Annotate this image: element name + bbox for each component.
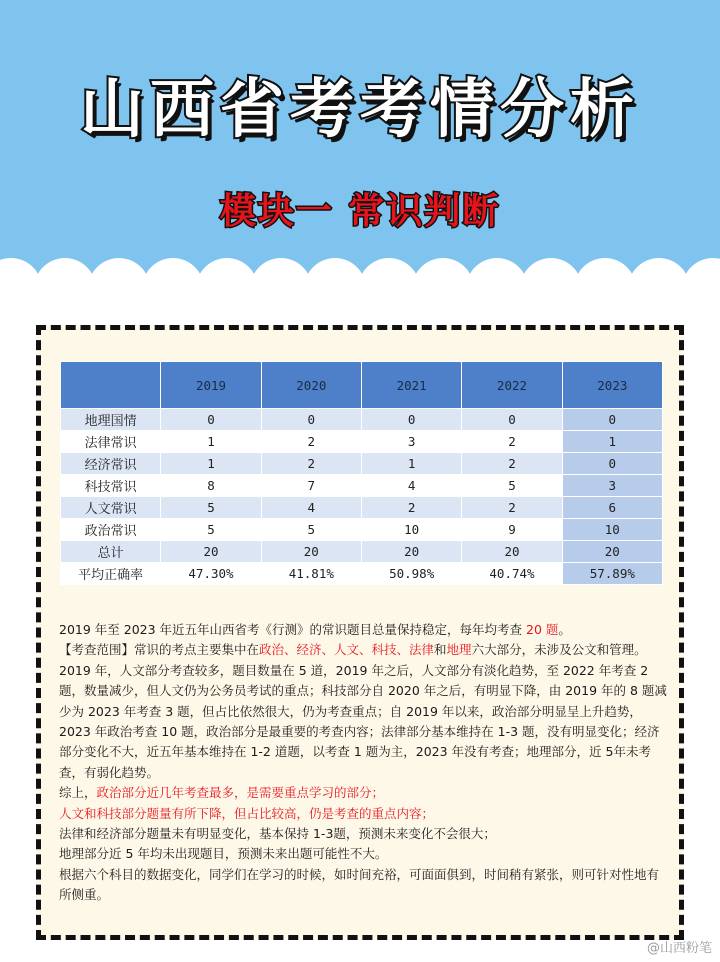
row-label: 政治常识 [61,519,161,541]
table-cell: 2 [462,453,562,475]
exam-stats-table [60,361,663,585]
row-label: 总计 [61,541,161,563]
table-cell: 0 [462,409,562,431]
summary-paragraph: 2019 年至 2023 年近五年山西省考《行测》的常识题目总量保持稳定，每年均考查 20 题。 [59,622,571,637]
cloud-bump [628,258,690,290]
table-cell: 10 [562,519,662,541]
table-cell: 8 [161,475,261,497]
table-cell: 20 [562,541,662,563]
cloud-bump [682,258,720,290]
row-label: 科技常识 [61,475,161,497]
table-cell: 0 [161,409,261,431]
table-cell: 6 [562,497,662,519]
year-header: 2021 [361,362,461,409]
cloud-bump [466,258,528,290]
content-card [36,325,684,940]
table-cell: 41.81% [261,563,361,585]
table-row [61,409,663,431]
cloud-bump [412,258,474,290]
table-cell: 4 [361,475,461,497]
table-cell: 0 [562,453,662,475]
table-cell: 0 [261,409,361,431]
header-empty-cell [61,362,161,409]
table-row [61,453,663,475]
table-cell: 1 [161,431,261,453]
row-label: 法律常识 [61,431,161,453]
table-cell: 3 [562,475,662,497]
conclusion-humanities: 人文和科技部分题量有所下降，但占比较高，仍是考查的重点内容； [59,805,435,821]
conclusion-geography: 地理部分近 5 年均未出现题目，预测未来出题可能性不大。 [59,846,388,862]
table-cell: 2 [361,497,461,519]
cloud-bump [574,258,636,290]
table-row [61,431,663,453]
row-label: 人文常识 [61,497,161,519]
table-cell: 57.89% [562,563,662,585]
header-banner [0,0,720,290]
cloud-bump [358,258,420,290]
year-header: 2022 [462,362,562,409]
table-cell: 1 [361,453,461,475]
table-cell: 20 [361,541,461,563]
table-cell: 9 [462,519,562,541]
table-cell: 4 [261,497,361,519]
year-header: 2020 [261,362,361,409]
page-subtitle: 模块一 常识判断 [219,191,501,232]
table-row [61,519,663,541]
cloud-bump [88,258,150,290]
table-cell: 50.98% [361,563,461,585]
table-cell: 20 [261,541,361,563]
conclusion-law-economy: 法律和经济部分题量未有明显变化，基本保持 1-3题，预测未来变化不会很大； [59,826,496,842]
table-cell: 2 [462,497,562,519]
table-cell: 0 [562,409,662,431]
row-label: 经济常识 [61,453,161,475]
table-cell: 0 [361,409,461,431]
row-label: 地理国情 [61,409,161,431]
table-cell: 7 [261,475,361,497]
table-cell: 5 [161,519,261,541]
table-cell: 47.30% [161,563,261,585]
table-cell: 5 [462,475,562,497]
page-title: 山西省考考情分析 [80,73,640,147]
table-row [61,497,663,519]
table-cell: 5 [261,519,361,541]
table-cell: 2 [462,431,562,453]
cloud-bump [142,258,204,290]
study-advice: 根据六个科目的数据变化，同学们在学习的时候，如时间充裕，可面面俱到，时间稍有紧张，则可针对性地有所侧重。 [59,866,660,903]
cloud-bump [250,258,312,290]
table-cell: 20 [161,541,261,563]
cloud-bump [304,258,366,290]
conclusion-politics: 综上，政治部分近几年考查最多，是需要重点学习的部分； [59,785,385,801]
row-label: 平均正确率 [61,563,161,585]
cloud-bump [196,258,258,290]
table-cell: 20 [462,541,562,563]
table-cell: 3 [361,431,461,453]
table-row [61,563,663,585]
watermark: @山西粉笔 [646,941,712,956]
year-header: 2019 [161,362,261,409]
table-header-row [61,362,663,409]
table-cell: 5 [161,497,261,519]
table-cell: 2 [261,453,361,475]
table-cell: 2 [261,431,361,453]
table-cell: 1 [161,453,261,475]
table-cell: 40.74% [462,563,562,585]
table-row [61,541,663,563]
table-cell: 10 [361,519,461,541]
analysis-text [59,620,671,906]
table-row [61,475,663,497]
year-header: 2023 [562,362,662,409]
cloud-bump [34,258,96,290]
table-cell: 1 [562,431,662,453]
scope-paragraph: 【考查范围】常识的考点主要集中在政治、经济、人文、科技、法律和地理六大部分，未涉及公文和管理。2019 年，人文部分考查较多，题目数量在 5 道，2019 年之后，人文部分有淡化趋势，至 2022 年考查 2 题，数量减少，但人文仍为公务员考试的重点；科技部分自 2020 年之后，有明显下降，由 2019 年的 8 题减少为 2023 年考查 3 题，但占比依然很大，仍为考查重点；自 2019 年以来，政治部分明显呈上升趋势，2023 年政治考查 10 题，政治部分是最重要的考查内容；法律部分基本维持在 1-3 题，没有明显变化；经济部分变化不大，近五年基本维持在 1-2 道题，以考查 1 题为主，2023 年没有考查；地理部分，近 5年未考查，有弱化趋势。 [59,642,667,780]
cloud-bump [520,258,582,290]
